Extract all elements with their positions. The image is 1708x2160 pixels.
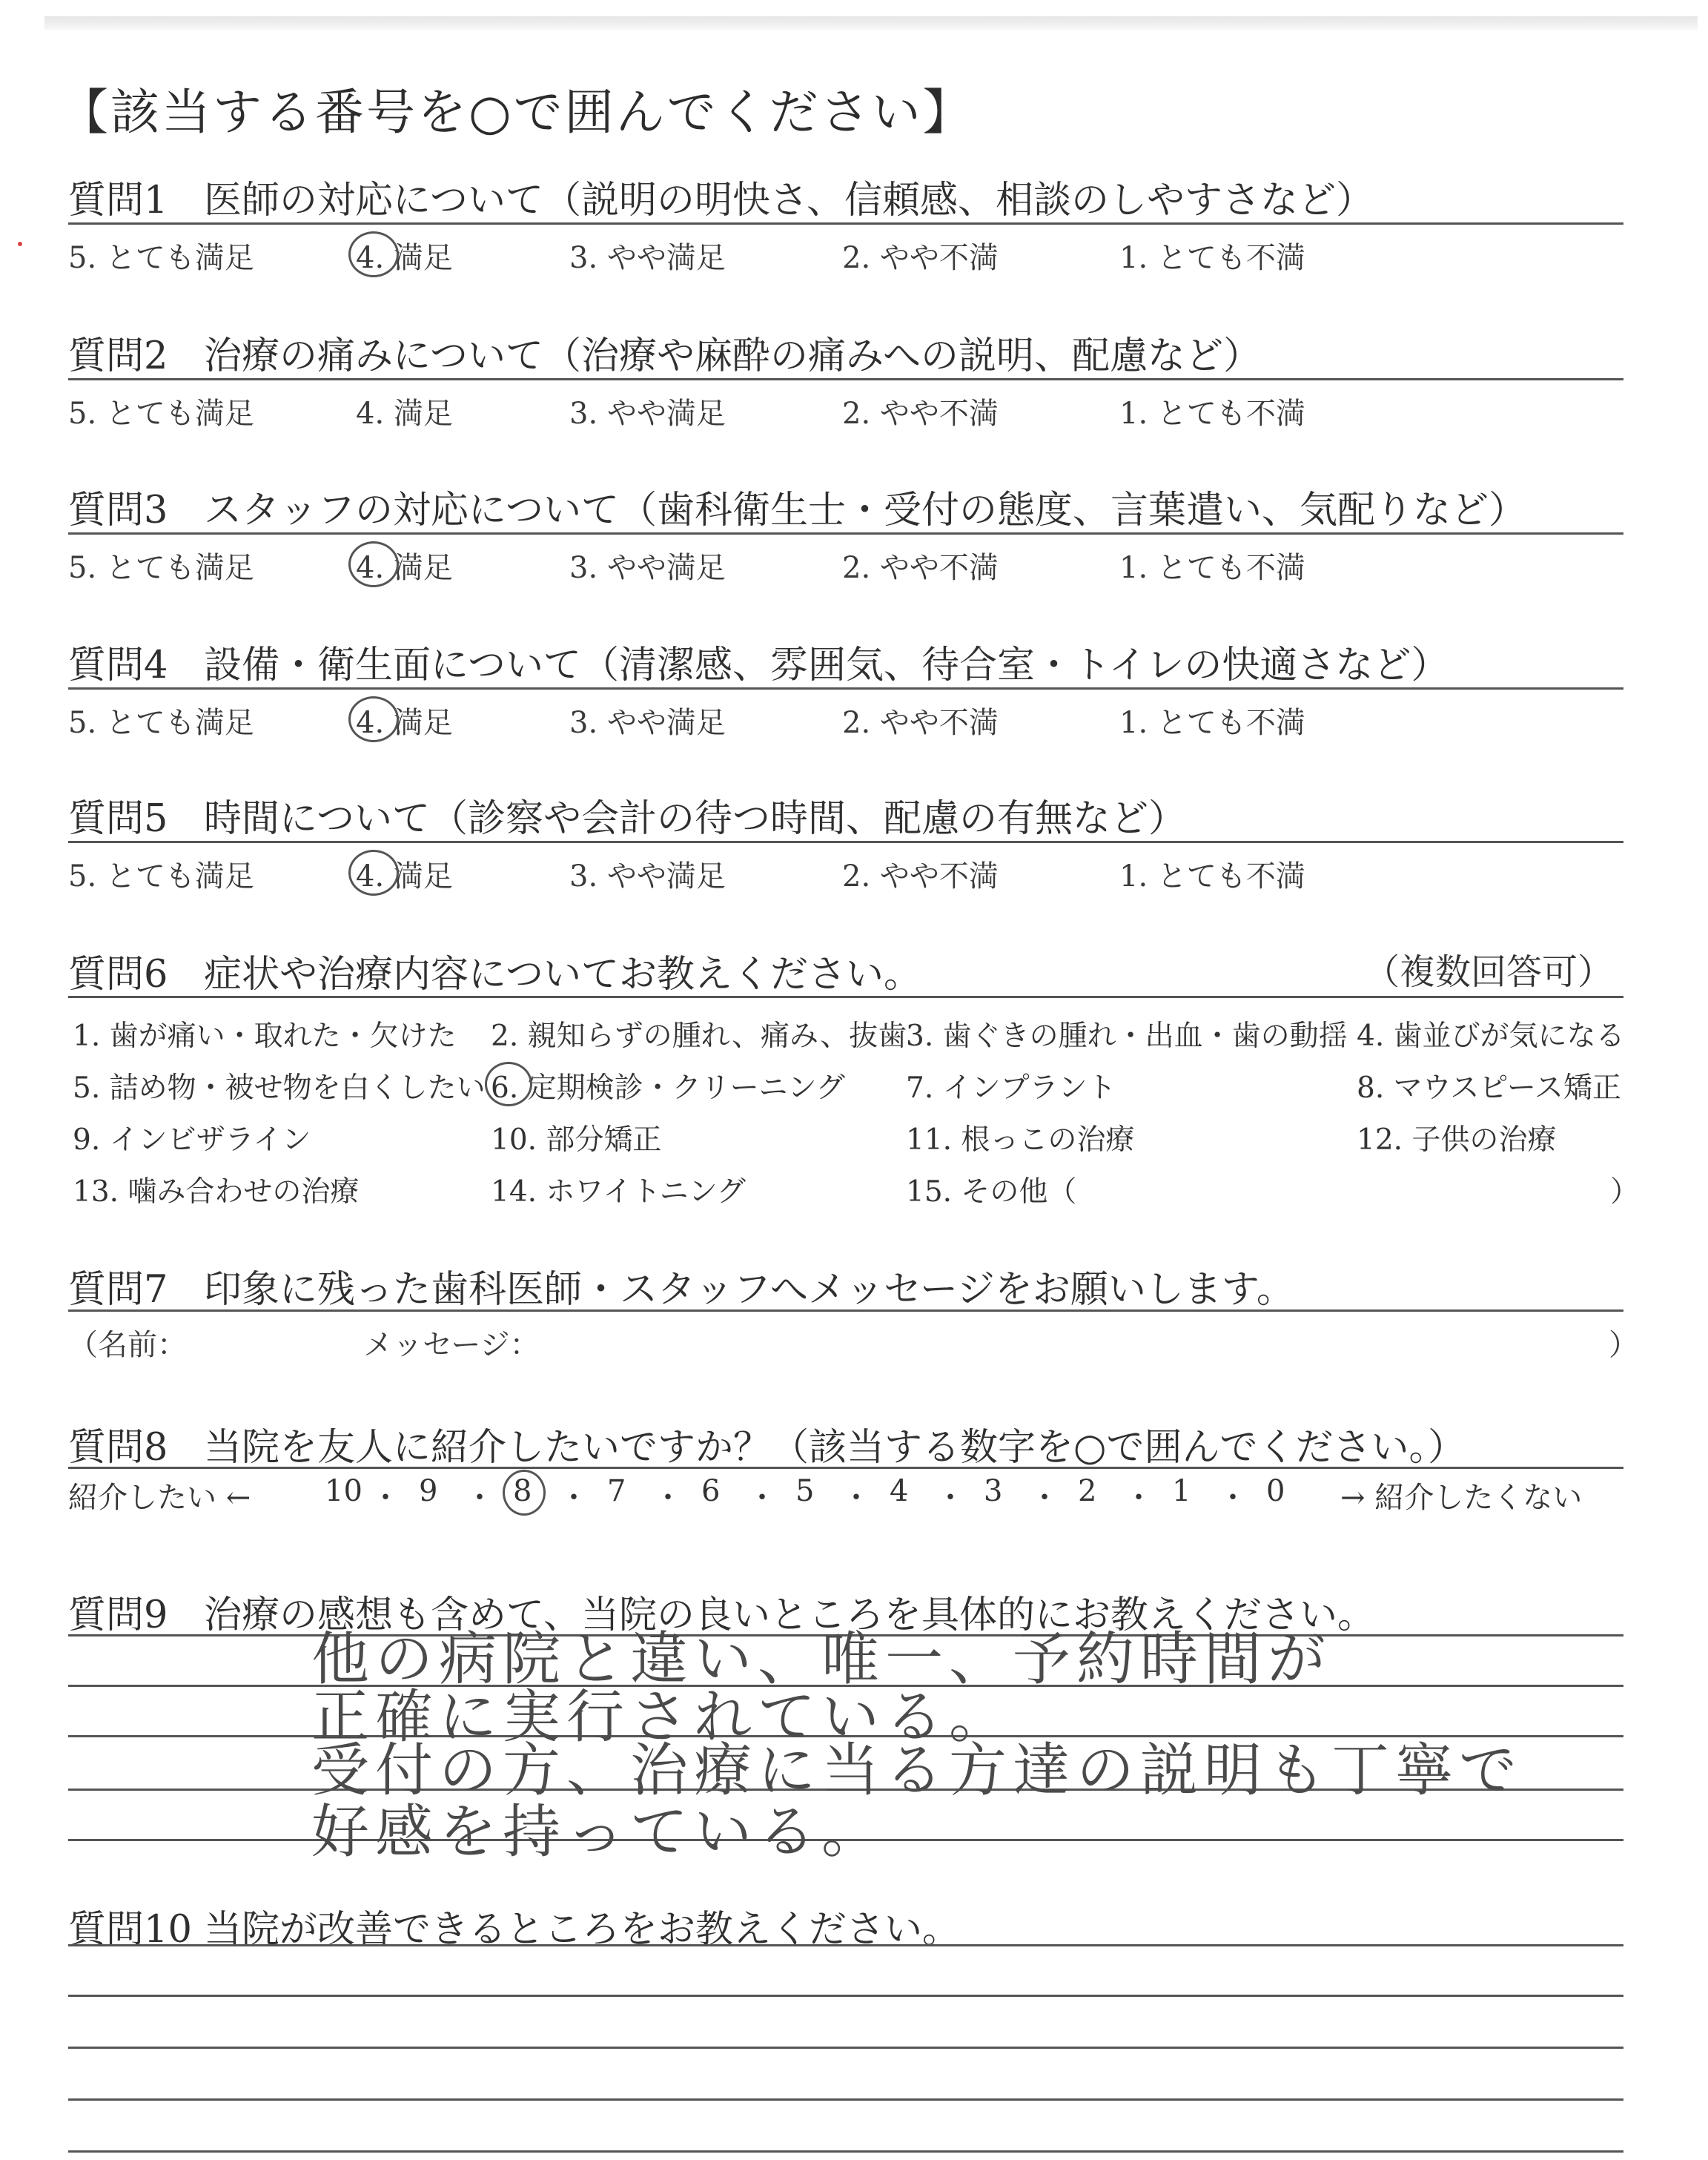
q1-option[interactable]: 4. 満足 [356, 241, 453, 275]
q1-option[interactable]: 1. とても不満 [1119, 241, 1305, 275]
q2-text: 治療の痛みについて（治療や麻酔の痛みへの説明、配慮など） [204, 334, 1261, 378]
q2-option[interactable]: 1. とても不満 [1119, 397, 1305, 431]
q9-handwriting-line: 好感を持っている。 [311, 1799, 886, 1866]
q9-number: 質問9 [68, 1593, 168, 1637]
selection-circle [348, 850, 399, 896]
q8-left-label: 紹介したい ← [68, 1481, 251, 1515]
q1-title [68, 169, 1374, 224]
q8-scale-value[interactable]: 10 [325, 1474, 363, 1508]
q4-option[interactable]: 1. とても不満 [1119, 706, 1305, 740]
q6-option[interactable]: 2. 親知らずの腫れ、痛み、抜歯 [491, 1020, 907, 1053]
q7-text: 印象に残った歯科医師・スタッフへメッセージをお願いします。 [204, 1268, 1294, 1312]
q8-separator: ・ [371, 1481, 400, 1515]
q2-title [68, 325, 1261, 380]
q6-option[interactable]: 12. 子供の治療 [1357, 1123, 1557, 1157]
q7-number: 質問7 [68, 1268, 168, 1312]
selection-circle [348, 541, 399, 587]
q3-option[interactable]: 1. とても不満 [1119, 551, 1305, 585]
q8-separator: ・ [1218, 1481, 1248, 1515]
q2-option[interactable]: 3. やや満足 [569, 397, 726, 431]
q5-rule [68, 841, 1623, 843]
q8-rule [68, 1467, 1623, 1469]
q4-option[interactable]: 5. とても満足 [68, 706, 254, 740]
q1-text: 医師の対応について（説明の明快さ、信頼感、相談のしやすさなど） [204, 179, 1374, 222]
q6-title [68, 943, 921, 998]
q8-separator: ・ [1124, 1481, 1153, 1515]
q4-option[interactable]: 4. 満足 [356, 706, 453, 740]
q3-option[interactable]: 4. 満足 [356, 551, 453, 585]
q6-close-paren: ） [1610, 1175, 1640, 1209]
q6-option[interactable]: 8. マウスピース矯正 [1357, 1071, 1621, 1105]
q3-rule [68, 532, 1623, 535]
q8-scale-value[interactable]: 4 [890, 1474, 909, 1508]
q1-rule [68, 222, 1623, 225]
q8-scale-value[interactable]: 5 [795, 1474, 815, 1508]
q8-number: 質問8 [68, 1426, 168, 1470]
q7-close-paren: ） [1609, 1328, 1638, 1362]
q6-option[interactable]: 7. インプラント [906, 1071, 1116, 1105]
q5-option[interactable]: 2. やや不満 [842, 859, 999, 894]
q8-scale-value[interactable]: 7 [607, 1474, 626, 1508]
q6-option[interactable]: 13. 噛み合わせの治療 [73, 1175, 360, 1209]
selection-circle [503, 1470, 546, 1516]
q5-option[interactable]: 5. とても満足 [68, 859, 254, 894]
q8-scale-value[interactable]: 8 [513, 1474, 532, 1508]
q8-title [68, 1416, 1466, 1471]
q4-number: 質問4 [68, 644, 168, 687]
q6-option[interactable]: 4. 歯並びが気になる [1357, 1020, 1625, 1053]
q6-option[interactable]: 9. インビザライン [73, 1123, 311, 1157]
q8-text: 当院を友人に紹介したいですか？（該当する数字を○で囲んでください。） [204, 1426, 1466, 1470]
q8-separator: ・ [653, 1481, 683, 1515]
q9-handwriting-line: 受付の方、治療に当る方達の説明も丁寧で [311, 1737, 1523, 1804]
q8-separator: ・ [465, 1481, 494, 1515]
scan-edge [44, 16, 1698, 30]
selection-circle [485, 1062, 532, 1106]
q6-option[interactable]: 3. 歯ぐきの腫れ・出血・歯の動揺 [906, 1020, 1348, 1053]
q1-option[interactable]: 2. やや不満 [842, 241, 999, 275]
q6-number: 質問6 [68, 953, 168, 997]
q2-option[interactable]: 5. とても満足 [68, 397, 254, 431]
q4-option[interactable]: 3. やや満足 [569, 706, 726, 740]
q8-scale-value[interactable]: 0 [1266, 1474, 1285, 1508]
q3-number: 質問3 [68, 489, 168, 532]
q6-option[interactable]: 15. その他（ [906, 1175, 1077, 1209]
q10-line [68, 2047, 1623, 2049]
q6-option[interactable]: 1. 歯が痛い・取れた・欠けた [73, 1020, 457, 1053]
selection-circle [348, 696, 399, 742]
q8-scale-value[interactable]: 3 [984, 1474, 1003, 1508]
q3-text: スタッフの対応について（歯科衛生士・受付の態度、言葉遣い、気配りなど） [204, 489, 1526, 532]
q1-option[interactable]: 5. とても満足 [68, 241, 254, 275]
ink-speck [18, 242, 22, 246]
q2-rule [68, 378, 1623, 380]
q6-option[interactable]: 6. 定期検診・クリーニング [491, 1071, 845, 1105]
q5-text: 時間について（診察や会計の待つ時間、配慮の有無など） [204, 797, 1186, 841]
q8-separator: ・ [1030, 1481, 1059, 1515]
q3-option[interactable]: 5. とても満足 [68, 551, 254, 585]
q6-option[interactable]: 5. 詰め物・被せ物を白くしたい [73, 1071, 486, 1105]
q8-scale-value[interactable]: 6 [701, 1474, 721, 1508]
q8-scale-value[interactable]: 9 [419, 1474, 438, 1508]
q4-title [68, 634, 1449, 689]
q6-option[interactable]: 11. 根っこの治療 [906, 1123, 1135, 1157]
q5-number: 質問5 [68, 797, 168, 841]
q2-option[interactable]: 4. 満足 [356, 397, 453, 431]
q2-option[interactable]: 2. やや不満 [842, 397, 999, 431]
q10-line [68, 2098, 1623, 2101]
q1-number: 質問1 [68, 179, 168, 222]
q8-right-label: → 紹介したくない [1340, 1481, 1583, 1515]
q6-rule [68, 996, 1623, 998]
q6-text: 症状や治療内容についてお教えください。 [204, 953, 921, 997]
q5-title [68, 787, 1186, 842]
q8-separator: ・ [747, 1481, 777, 1515]
q8-separator: ・ [936, 1481, 965, 1515]
q7-name-label: （名前： [68, 1328, 187, 1362]
q8-separator: ・ [841, 1481, 871, 1515]
q2-number: 質問2 [68, 334, 168, 378]
q5-option[interactable]: 1. とても不満 [1119, 859, 1305, 894]
q6-option[interactable]: 14. ホワイトニング [491, 1175, 746, 1209]
q10-line [68, 1995, 1623, 1997]
q10-number: 質問10 [68, 1908, 192, 1952]
q7-message-label: メッセージ： [363, 1328, 540, 1362]
q5-option[interactable]: 4. 満足 [356, 859, 453, 894]
q5-option[interactable]: 3. やや満足 [569, 859, 726, 894]
q6-option[interactable]: 10. 部分矯正 [491, 1123, 662, 1157]
q1-option[interactable]: 3. やや満足 [569, 241, 726, 275]
q3-option[interactable]: 3. やや満足 [569, 551, 726, 585]
q10-line [68, 2150, 1623, 2153]
q4-text: 設備・衛生面について（清潔感、雰囲気、待合室・トイレの快適さなど） [204, 644, 1449, 687]
q3-option[interactable]: 2. やや不満 [842, 551, 999, 585]
q9-text: 治療の感想も含めて、当院の良いところを具体的にお教えください。 [204, 1593, 1375, 1637]
q3-title [68, 479, 1526, 534]
q7-rule [68, 1309, 1623, 1312]
selection-circle [348, 231, 399, 277]
q10-text: 当院が改善できるところをお教えください。 [204, 1908, 961, 1952]
q8-scale-value[interactable]: 2 [1078, 1474, 1097, 1508]
q7-title [68, 1258, 1294, 1313]
q4-rule [68, 687, 1623, 690]
q9-handwriting-line: 正確に実行されている。 [311, 1684, 1013, 1751]
q6-note: （複数回答可） [1364, 951, 1614, 993]
q10-line [68, 1944, 1623, 1946]
q8-separator: ・ [559, 1481, 589, 1515]
q4-option[interactable]: 2. やや不満 [842, 706, 999, 740]
q8-scale-value[interactable]: 1 [1172, 1474, 1191, 1508]
q9-handwriting-line: 他の病院と違い、唯一、予約時間が [311, 1626, 1332, 1693]
page-heading: 【該当する番号を○で囲んでください】 [59, 84, 974, 141]
